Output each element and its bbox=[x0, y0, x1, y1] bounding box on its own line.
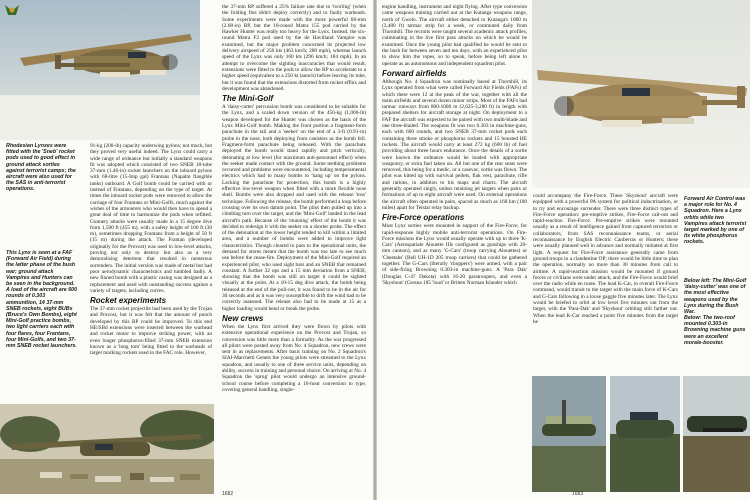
left-col2-body: the 37-mm RP suffered a 25% failure rate due to 'twirling' (when the folding fins didn't deploy correctly) and to faulty warheads. Some experiments were made with the more powerful 68-mm (2.68-in) RP, but the 18-round Matra 155 pod carried by the Hawker Hunter was really too heavy for the Lynx. Instead, the six-round Matra F2 pod used by the de Havilland Vampire was examined, but the major problem concerned its projected low delivery airspeed of 250 kts (463 km/h; 288 mph), whereas launch speed of the Lynx was only 160 kts (296 km/h; 184 mph). In an attempt to overcome the sighting inaccuracies that would result, extensions were fitted to the pods to allow the RP to accelerate to a higher speed (equivalent to a 250 kt launch) before leaving its tube, but it was found that the extensions distorted from rocket efflux and development was abandoned. bbox=[222, 4, 366, 92]
left-column-1 bbox=[90, 143, 212, 401]
left-column-2 bbox=[222, 4, 366, 490]
heading-forward-airfields: Forward airfields bbox=[382, 68, 447, 78]
caption-bottom-right-2: Below: The two-roof mounted 0.303-in Browning machine guns were an excellent morale-booster. bbox=[684, 315, 746, 346]
right-col2-body: could accompany the Fire-Force. These 'Skyshout' aircraft were equipped with a powerful PA system for political indoctrination, or to try and encourage surrender. There were three distinct types of Fire-Force operation: pre-emptive strikes, Fire-Force call-out and rapid-reaction Fire-Force. Pre-emptive strikes were mounted usually as a result of intelligence gained from captured terrorists or collaborators, from SAS reconnaissance teams, or aerial reconnaissance by English Electric Canberras or Hunters; these were usually planned well in advance and normally initiated at first light. A request for Fire-Force assistance generally came from ground troops in a clandestine OP; there would be little time to plan the operation, normally no more than 30 minutes from call to airtime. A rapid-reaction mission would be mounted if ground forces or civilians were under attack, and the Fire-Force would brief over the radio while en route. The lead K-Car, in overall Fire-Force command, would transit to the target with the main force of K-Cars and G-Cars following in a loose gaggle five minutes later. The Lynx would be briefed to orbit at low level five minutes out from the target, with the 'Para-Dak' and 'Skyshout' orbiting still farther out. When the lead K-Car reached a point five minutes from the target he bbox=[533, 193, 678, 325]
right-column-2 bbox=[533, 193, 678, 373]
caption-mid-left: This Lynx is seen at a FAF (Forward Air Field) during the latter phase of the bush war; ground attack Vampires and Hunters can be seen in the background. A load of the aircraft are 600 rounds of 0.303 ammunition, 14 37-mm SNEB rockets, eight BUBs (Bruce's Own Bombs), eight Mini-Golf practice bombs, two light carriers each with four flares, four Frantans, four Mini-Golfs, and two 37-mm SNEB rocket launchers. bbox=[6, 250, 78, 350]
left-col1-body2: The 37-mm rocket projectile had been used by the Trojan and Provost, but it was felt that the amount of punch developed by this RP could be improved. To this end HE/SBd extensions were inserted between the warhead and rocket motor to improve striking power, with an even longer phosphorus-filled 37-mm SNEB extension known as a 'long tom' being fitted to the warheads of target marking rockets used in the FAC role. However, bbox=[90, 306, 212, 357]
heading-fire-force-operations: Fire-Force operations bbox=[382, 213, 465, 223]
left-page bbox=[0, 0, 373, 500]
photo-machine-guns bbox=[610, 376, 680, 492]
heading-new-crews: New crews bbox=[222, 313, 264, 323]
caption-bottom-right-1: Below left: The Mini-Golf 'daisy-cutter' was one of the most effective weapons used by the Lynx during the Bush War. bbox=[684, 278, 747, 316]
right-column-1 bbox=[382, 4, 527, 490]
right-page bbox=[377, 0, 750, 500]
left-page-number: 1682 bbox=[222, 491, 234, 497]
rhodesian-air-force-emblem-icon bbox=[4, 3, 20, 17]
right-col1-body2: Although No. 4 Squadron was nominally based at Thornhill, its Lynx operated from what were called Forward Air Fields (FAFs) of which there were 12 at the peak of the war, together with all the main airfields and several dozen minor strips. Most of the FAFs had tarmac runways from 800-1000 m (2,625-3,280 ft) in length with prepared shelters for aircraft storage at night. On deployment to a FAF the aircraft was expected to be paired with two multi-blade and one three-bladed. The weapons fit was two 0.303 in machine-guns, each with 600 rounds, and two SNEB 37-mm rocket pods each containing three smoke or phosphorus rockets and 15 boosted HE rockets. The aircraft would carry at least 272 kg (600 lb) of fuel providing about three hours endurance. Once the details of a sortie were known the ordnance would be loaded with appropriate weaponry, or extra fuel taken on. All but one of the rear seats were removed, this being for a medic, or a casevac, sortie was flown. The pilot was kitted up with survival pellets, flak vest, parachute, rifle and rations, in addition to his maps and charts. The aircraft generally operated singly, unless retaining jet targets when pairs or formations of up to eight aircraft were used. On external operations the aircraft often operated in pairs, spaced as much as 160 km (100 miles) apart for Telstar relay backup. bbox=[382, 78, 527, 211]
photo-mini-golf-bomb bbox=[532, 376, 606, 492]
right-col1-body: engine handling, instrument and night flying. After type conversion came weapons training carried out at the Kutanga weapons range, north of Gwelo. The aircraft either detached to Kutanga's 1060 m (3,480 ft) tarmac strip for a week, or commuted daily from Thornhill. The recruits were taught several academic attack profiles, culminating in the live first pass attacks on which he would be examined. Once the young pilot had qualified he would be sent to the bush for between seven and ten days, with an experienced pilot to show him the ropes, so to speak, before being left alone to operate as an autonomous and independent squadron pilot. bbox=[382, 4, 527, 67]
photo-lynx-guns-closeup bbox=[683, 376, 750, 492]
left-col2-body2: A 'daisy-cutter' percussion bomb was considered to be suitable for the Lynx, and a scaled down version of the 450-kg (1,000-lb) weapon developed for the Hunter was chosen as the basis of the Lynx Mini-Golf bomb. Making the front portion a fragment-form parachute in the tail and a 'seeker' on the end of a 3-ft (0.91-m) probe in the nose, both deploying from canisters as the bomb fell. Fragment-form parachute being released. With the parachute deployed the bomb would stand rapidly and pitch vertically, detonating at low level (for maximum anti-personnel effect) when the seeker made contact with the ground. Some teething problems occurred and problems were encountered, including temperamental electrics which had to many bombs to 'hang up' on the pylons. Lacking the parachute for protection, this bomb is a highly effective low-level weapon when fitted with a more flexible nose shell. Bombs were also dropped and used with the release 'toss' technique. Following the release, the bomb performed a loop before crossing over its own datum point. The pilot then pulled up into a climbing turn over the target, and the 'Mini-Golf' landed in the lead aircraft's path. Because of the 'stunning' effect of the bomb it was decided to redesign it with the seeker on a shorter probe. The effect of the detonation at the lower height tended to kill within a limited area, and a number of bombs were added to improve light characteristics. Though cleared to pass to the operational units, the demand for stores meant that the bomb was too late to see much use before the cease-fire. Deployment of the Mini-Golf required an experienced pilot, who used sight bars and an SNEB that remained constant. A further 32 ops and a 15 mm deviation from a SNEB, showing that the bomb was still on target it could be sighted visually at the point. At a 10-15 deg dive attack, the bomb being released at the end of the pull-out, it was found to be in the air for 30 seconds and as it was very susceptible to drift the wind had to be correctly assessed. The release also had to be made at 15 as a higher loading would bend or break the probe. bbox=[222, 104, 366, 312]
caption-top-right: Forward Air Control was a major role for No. 4 Squadron. Here a Lynx orbits while two Vampires attack terrorist target marked by one of its white phosphorus rockets. bbox=[684, 196, 747, 246]
heading-rocket-experiments: Rocket experiments bbox=[90, 296, 167, 306]
caption-top-left: Rhodesian Lynxes were fitted with the 'Sneb' rocket pods used to good effect in ground attack sorties against terrorist camps; the aircraft were also used for the SAS in anti-terrorist operations. bbox=[6, 143, 76, 193]
photo-lynx-on-ground bbox=[0, 404, 214, 494]
left-col2-body3: When the Lynx first arrived they were flown by pilots with extensive operational experience on the Provost and Trojan, so conversion was little more than a formality. As the war progressed all pilots were posted away from No. 4 Squadron, new crews were sent in as replacements. After basic training on No. 2 Squadron's SIAI-Marchetti Genets the young pilots were streamed to the Lynx squadron, and usually to one of three service units, depending on ability, success in training and personal choice. On arriving at No. 4 Squadron the 'sprog' pilot would undergo an intensive ground-school course before completing a 16-hour conversion to type, covering general handling, single- bbox=[222, 323, 366, 393]
right-page-number: 1683 bbox=[572, 491, 584, 497]
left-col1-body: 91-kg (200-lb) capacity underwing pylons; not much, but they proved very useful indeed. The Lynx could carry a wide range of ordnance but initially a standard weapons fit was adopted which consisted of two SNEB 18-tube 37-mm (1.46-in) rocket launchers on the inboard pylons with 68-litre (15-Imp gal) Frantans (Napalm flangible tanks) outboard. A Golf bomb could be carried with or instead of Frantans, depending on the type of target. At times the inboard rocket pods were removed to allow the carriage of four Frantans or Mini-Golfs, much against the wishes of the armourers who would then have to spend a great deal of time to harmonize the pods when refitted. Gunnery attacks were usually made in a 15 degree dive from 1,500 ft (455 m), with a safety height of 100 ft (30 m), sometimes dropping Frantans from a height of 50 ft (15 m) during the attack. The Frantan (developed originally for the Provost) was used in low-level attacks, proving not only to destroy but also as a very demoralising deterrent that resulted in numerous surrenders. The initial version was made of metal but had poor aerodynamic characteristics and tumbled badly. A new finned bomb with a plastic casing was designed as a replacement and used with outstanding success against a variety of targets, including curves. bbox=[90, 143, 212, 294]
right-col1-body3: Most Lynx sorties were mounted in support of the Fire-Force, for rapid-response highly mobile anti-terrorist operations. On Fire-Force missions the Lynx would usually operate with up to three 'K-Cars' (Aerospatiale Alouette IIIs configured as gunships with 20-mm cannon), and as many 'G-Cars' (troop carrying Alouettes) or 'Cheetahs' (Bell UH-1D 205 troop carriers) that could be gathered together. The G-Cars (literally 'choppers') were armed, with a pair of side-firing Browning 0.303-in machine-guns. A 'Para Dak' (Douglas C-47 Dakota) with 16-20 paratroopers, and even a 'Skyshout' (Cessna 185 'loud' or Britten Norman Islander which bbox=[382, 223, 527, 286]
photo-lynx-in-flight bbox=[0, 0, 200, 140]
photo-lynx-forward-air-control bbox=[532, 0, 750, 188]
heading-mini-golf: The Mini-Golf bbox=[222, 94, 274, 104]
